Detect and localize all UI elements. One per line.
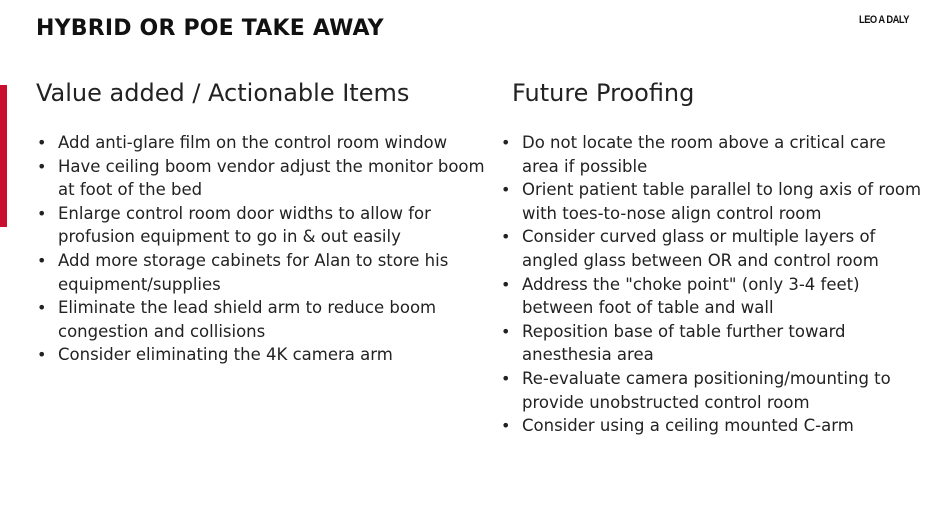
list-item-text: Do not locate the room above a critical care area if possible xyxy=(522,133,886,176)
left-bullet-list xyxy=(36,131,486,367)
list-item: • Address the "choke point" (only 3-4 feet) between foot of table and wall xyxy=(501,274,860,318)
list-item-text: Consider eliminating the 4K camera arm xyxy=(58,345,393,365)
list-item-text: Enlarge control room door widths to allow for profusion equipment to go in & out easily xyxy=(58,203,431,247)
list-item-text: Orient patient table parallel to long axis of room with toes-to-nose align control room xyxy=(522,180,922,223)
list-item-text: Eliminate the lead shield arm to reduce boom congestion and collisions xyxy=(58,298,437,341)
list-item: • Do not locate the room above a critical care area if possible xyxy=(501,133,886,176)
list-item: • Add more storage cabinets for Alan to store his equipment/supplies xyxy=(37,250,449,294)
list-item-text: Address the "choke point" (only 3-4 feet) between foot of table and wall xyxy=(522,274,860,318)
right-bullet-list xyxy=(500,131,922,438)
list-item-text: Re-evaluate camera positioning/mounting to provide unobstructed control room xyxy=(522,368,891,412)
left-column xyxy=(36,79,486,367)
right-column-heading: Future Proofing xyxy=(512,79,695,107)
list-item: • Have ceiling boom vendor adjust the monitor boom at foot of the bed xyxy=(37,156,485,200)
list-item: • Re-evaluate camera positioning/mounting to provide unobstructed control room xyxy=(501,368,891,412)
accent-bar xyxy=(0,85,7,227)
list-item: • Consider eliminating the 4K camera arm xyxy=(37,345,393,365)
right-column xyxy=(501,79,922,438)
list-item: • Consider using a ceiling mounted C-arm xyxy=(501,416,854,436)
list-item-text: Consider curved glass or multiple layers of angled glass between OR and control room xyxy=(522,227,879,270)
list-item: • Enlarge control room door widths to allow for profusion equipment to go in & out easily xyxy=(37,203,431,247)
left-column-heading: Value added / Actionable Items xyxy=(36,79,410,107)
list-item: • Reposition base of table further toward anesthesia area xyxy=(501,321,846,365)
list-item: • Eliminate the lead shield arm to reduce boom congestion and collisions xyxy=(37,298,437,341)
slide-title: HYBRID OR POE TAKE AWAY xyxy=(36,16,384,41)
company-logo: LEO A DALY xyxy=(859,14,909,26)
list-item: • Consider curved glass or multiple layers of angled glass between OR and control room xyxy=(501,227,879,270)
list-item-text: Add anti-glare film on the control room window xyxy=(58,133,448,152)
list-item-text: Have ceiling boom vendor adjust the monitor boom at foot of the bed xyxy=(58,156,485,200)
list-item-text: Add more storage cabinets for Alan to store his equipment/supplies xyxy=(58,250,449,294)
list-item-text: Reposition base of table further toward anesthesia area xyxy=(522,321,846,365)
list-item-text: Consider using a ceiling mounted C-arm xyxy=(522,416,854,436)
list-item: • Orient patient table parallel to long axis of room with toes-to-nose align control room xyxy=(501,180,922,223)
list-item: • Add anti-glare film on the control room window xyxy=(37,133,448,152)
